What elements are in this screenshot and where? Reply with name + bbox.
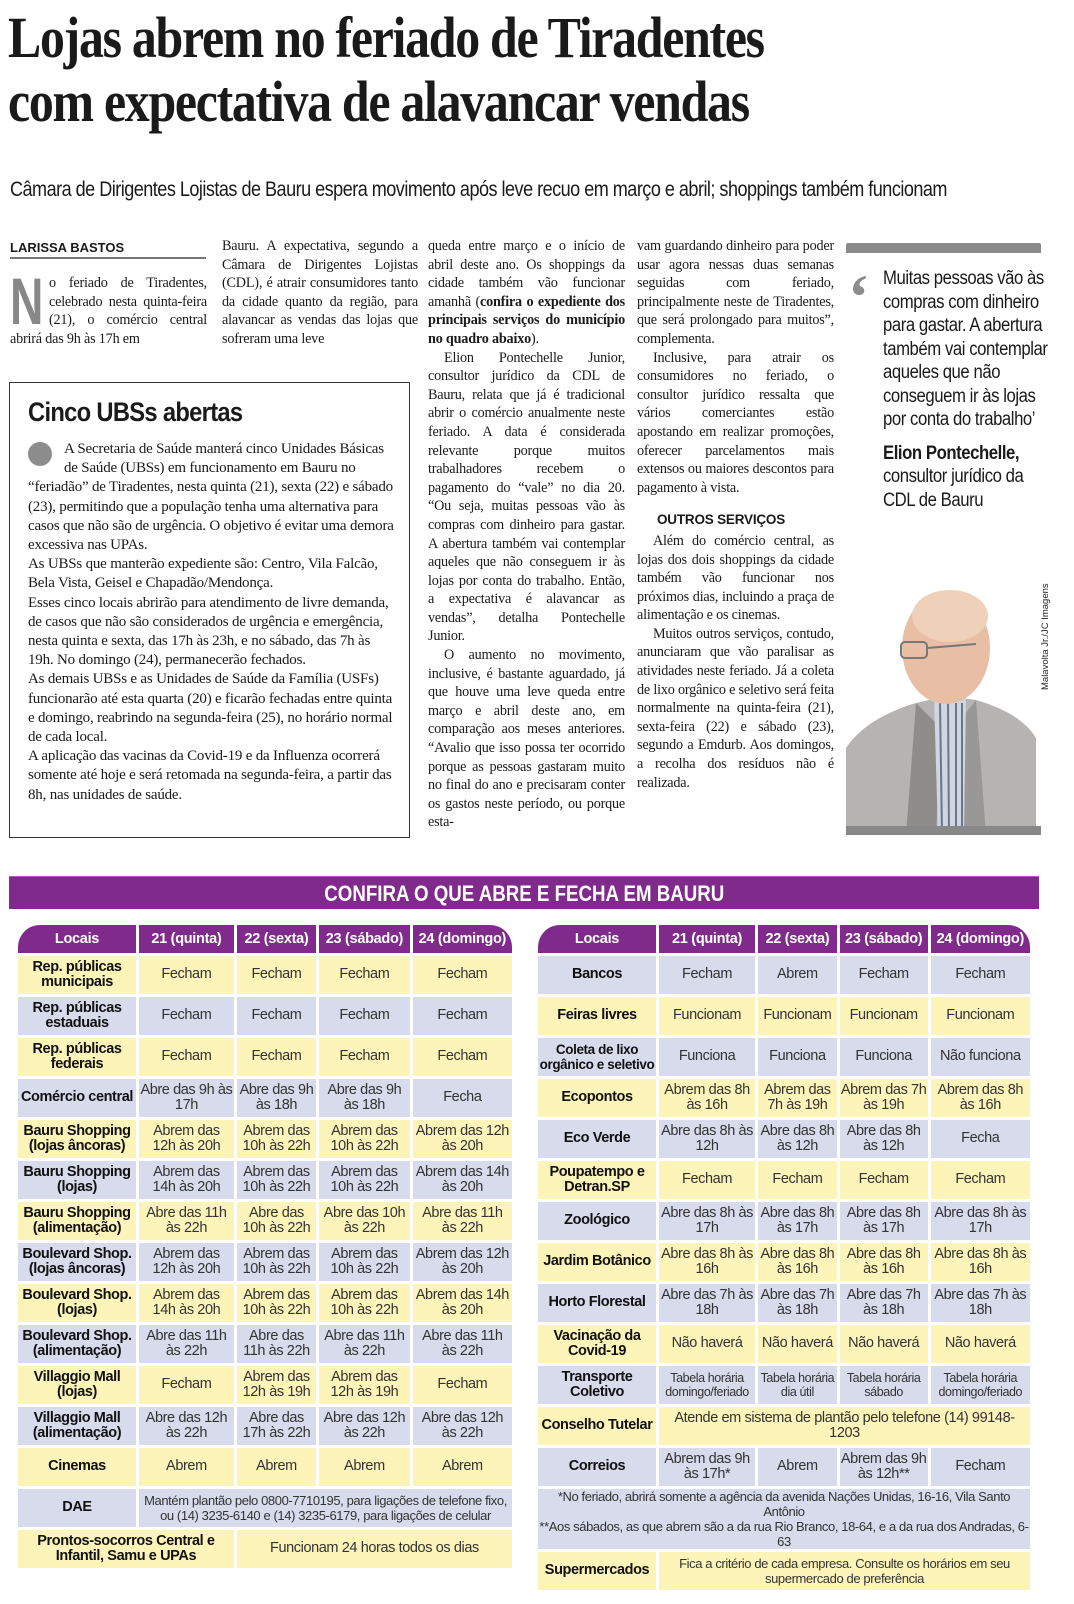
- headline: [8, 6, 1070, 134]
- table-cell: Fecham: [319, 997, 410, 1035]
- table-cell: Abrem das 8h às 16h: [659, 1079, 755, 1117]
- table-cell: Tabela horária domingo/feriado: [659, 1366, 755, 1404]
- table-cell: Abrem: [319, 1448, 410, 1486]
- table-cell: Abre das 9h às 18h: [319, 1079, 410, 1117]
- quote-role: consultor jurídico da CDL de Bauru: [883, 466, 1024, 511]
- quote-name: Elion Pontechelle,: [883, 442, 1020, 464]
- table-cell: Não haverá: [659, 1325, 755, 1363]
- table-cell: Abre das 11h às 22h: [237, 1325, 316, 1363]
- table-cell: Abrem: [139, 1448, 234, 1486]
- table-cell: Tabela horária domingo/feriado: [931, 1366, 1030, 1404]
- table-cell: Abre das 8h às 12h: [840, 1120, 928, 1158]
- sidebar-paragraph: A Secretaria de Saúde manterá cinco Unidades Básicas de Saúde (UBSs) em funcionamento em Bauru no “feriadão” de Tiradentes, nesta quinta (21), sexta (22) e sábado (23), permitindo que a população tenha uma alternativa para casos que não são de urgência. O objetivo é evitar uma demora excessiva nas UPAs.: [28, 441, 394, 554]
- table-row-dae: [18, 1489, 512, 1527]
- table-cell: Abrem das 10h às 22h: [319, 1120, 410, 1158]
- table-cell: Abre das 8h às 12h: [659, 1120, 755, 1158]
- table-cell: Abre das 9h às 18h: [237, 1079, 316, 1117]
- table-cell: Abre das 7h às 18h: [758, 1284, 837, 1322]
- table-row: [18, 1448, 512, 1486]
- photo-credit: Malavolta Jr./JC Imagens: [1040, 583, 1051, 690]
- row-label: Rep. públicas federais: [18, 1038, 136, 1076]
- table-cell: Funciona: [840, 1038, 928, 1076]
- column-header: 23 (sábado): [319, 925, 410, 953]
- table-header-row: [538, 925, 1030, 953]
- table-cell: Abrem das 10h às 22h: [237, 1243, 316, 1281]
- column-header: 21 (quinta): [139, 925, 234, 953]
- row-label: Feiras livres: [538, 997, 656, 1035]
- table-cell: Abre das 8h às 17h: [931, 1202, 1030, 1240]
- table-cell: Abrem: [413, 1448, 512, 1486]
- table-cell: Fecham: [139, 997, 234, 1035]
- table-cell: Fecham: [413, 956, 512, 994]
- table-cell: Fecha: [931, 1120, 1030, 1158]
- table-cell: Abrem das 9h às 12h**: [840, 1448, 928, 1486]
- sidebar-paragraph: As demais UBSs e as Unidades de Saúde da Família (USFs) funcionarão até esta quarta (20) e ficarão fechadas entre quinta e domingo, reabrindo na segunda-feira (25), no horário normal de cada local.: [28, 671, 393, 746]
- table-cell: Fecham: [931, 1448, 1030, 1486]
- table-cell: Abrem das 7h às 19h: [758, 1079, 837, 1117]
- row-label: Horto Florestal: [538, 1284, 656, 1322]
- article-paragraph: Bauru. A expectativa, segundo a Câmara de Dirigentes Lojistas (CDL), é atrair consumidores tanto da cidade quanto da região, para alavancar as vendas das lojas que sofreram uma leve: [222, 238, 418, 347]
- row-label: Conselho Tutelar: [538, 1407, 656, 1445]
- table-row: [538, 1202, 1030, 1240]
- table-cell: Abrem das 10h às 22h: [319, 1161, 410, 1199]
- table-cell: Não haverá: [758, 1325, 837, 1363]
- table-row-footnotes: [538, 1489, 1030, 1549]
- table-row: [538, 956, 1030, 994]
- table-cell: Fecham: [237, 1038, 316, 1076]
- column-header: Locais: [18, 925, 136, 953]
- row-label: Bancos: [538, 956, 656, 994]
- table-cell: Abre das 10h às 22h: [319, 1202, 410, 1240]
- table-cell: Funciona: [758, 1038, 837, 1076]
- table-cell: Abrem das 14h às 20h: [139, 1161, 234, 1199]
- table-cell: Abre das 11h às 22h: [413, 1202, 512, 1240]
- row-label: Villaggio Mall (lojas): [18, 1366, 136, 1404]
- row-label: Poupatempo e Detran.SP: [538, 1161, 656, 1199]
- table-cell: Abrem das 10h às 22h: [237, 1161, 316, 1199]
- table-cell: Funcionam: [659, 997, 755, 1035]
- table-cell: Abrem das 12h às 20h: [139, 1120, 234, 1158]
- table-cell: Abre das 8h às 12h: [758, 1120, 837, 1158]
- table-cell: Abre das 8h às 17h: [758, 1202, 837, 1240]
- table-row: [538, 1038, 1030, 1076]
- table-cell: Abre das 11h às 22h: [413, 1325, 512, 1363]
- row-label: Transporte Coletivo: [538, 1366, 656, 1404]
- row-label: Zoológico: [538, 1202, 656, 1240]
- table-row: [18, 1038, 512, 1076]
- table-row: [18, 1366, 512, 1404]
- table-cell: Fecham: [319, 1038, 410, 1076]
- sidebar-title: Cinco UBSs abertas: [28, 397, 243, 427]
- table-row-supermercados: [538, 1552, 1030, 1590]
- quote-mark-icon: ‘: [848, 261, 870, 332]
- table-cell: Funciona: [659, 1038, 755, 1076]
- footnote: **Aos sábados, as que abrem são a da rua Rio Branco, 18-64, e a da rua dos Andradas, 6-63: [539, 1519, 1029, 1549]
- table-cell: Abre das 8h às 16h: [931, 1243, 1030, 1281]
- footnote: *No feriado, abrirá somente a agência da avenida Nações Unidas, 16-16, Vila Santo Antônio: [557, 1489, 1011, 1519]
- row-label: Jardim Botânico: [538, 1243, 656, 1281]
- table-cell: Abrem das 10h às 22h: [237, 1284, 316, 1322]
- table-cell: Abrem das 12h às 20h: [413, 1243, 512, 1281]
- table-row: [18, 956, 512, 994]
- article-paragraph: [428, 237, 625, 349]
- article-paragraph: Elion Pontechelle Junior, consultor jurídico da CDL de Bauru, relata que já é tradicional abrir o comércio anualmente neste feriado. A data é considerada relevante porque muitos trabalhadores recebem o pagamento do “vale” no dia 20. “Ou seja, muitas pessoas vão às compras com dinheiro para gastar. A abertura também vai contemplar aqueles que não conseguem ir às lojas por conta do trabalho. Então, a expectativa é alavancar as vendas”, detalha Pontechelle Junior.: [428, 349, 625, 645]
- table-cell: Abre das 10h às 22h: [237, 1202, 316, 1240]
- table-cell: Fecham: [237, 997, 316, 1035]
- column-header: 22 (sexta): [237, 925, 316, 953]
- table-cell: Fecham: [413, 997, 512, 1035]
- row-label: Supermercados: [538, 1552, 656, 1590]
- table-header-row: [18, 925, 512, 953]
- schedule-title: CONFIRA O QUE ABRE E FECHA EM BAURU: [324, 881, 724, 906]
- row-label: Rep. públicas estaduais: [18, 997, 136, 1035]
- table-cell: Fecham: [413, 1366, 512, 1404]
- table-cell: Abre das 8h às 17h: [659, 1202, 755, 1240]
- column-header: 24 (domingo): [413, 925, 512, 953]
- article-column-2: [222, 237, 418, 349]
- table-cell: Abre das 12h às 22h: [319, 1407, 410, 1445]
- table-cell: Abre das 12h às 22h: [139, 1407, 234, 1445]
- row-label: Boulevard Shop. (alimentação): [18, 1325, 136, 1363]
- article-column-4: [637, 237, 834, 792]
- dropcap: N: [10, 264, 44, 338]
- table-cell: Abrem das 12h às 19h: [237, 1366, 316, 1404]
- table-cell: Abre das 11h às 22h: [319, 1325, 410, 1363]
- article-paragraph: Muitos outros serviços, contudo, anunciaram que vão paralisar as atividades neste feriado. Já a coleta de lixo orgânico e seletivo será feita normalmente na quinta-feira (21), sexta-feira (22) e sábado (23), segundo a Emdurb. Aos domingos, a recolha dos resíduos não é realizada.: [637, 625, 834, 791]
- table-cell: Abrem das 14h às 20h: [413, 1161, 512, 1199]
- table-cell: Abre das 7h às 18h: [840, 1284, 928, 1322]
- table-row: [18, 1407, 512, 1445]
- row-label: Comércio central: [18, 1079, 136, 1117]
- schedule-table-left: [15, 922, 515, 1571]
- text-run-bold: confira o expediente dos principais serviços do município no quadro abaixo: [428, 293, 625, 347]
- sidebar-paragraph: As UBSs que manterão expediente são: Centro, Vila Falcão, Bela Vista, Geisel e Chapadão/Mendonça.: [28, 556, 378, 592]
- table-cell: Abrem das 7h às 19h: [840, 1079, 928, 1117]
- footnotes: [538, 1489, 1030, 1549]
- table-cell-merged: Mantém plantão pelo 0800-7710195, para ligações de telefone fixo, ou (14) 3235-6140 e (14) 3235-6179, para ligações de celular: [139, 1489, 512, 1527]
- table-cell: Abrem das 14h às 20h: [139, 1284, 234, 1322]
- sidebar-body: [28, 440, 395, 805]
- table-cell: Fecham: [931, 1161, 1030, 1199]
- table-cell: Abrem: [758, 956, 837, 994]
- table-cell: Funcionam: [758, 997, 837, 1035]
- article-column-3: [428, 237, 625, 832]
- row-label: Bauru Shopping (lojas): [18, 1161, 136, 1199]
- table-row: [538, 1243, 1030, 1281]
- portrait-photo: [846, 578, 1041, 835]
- table-row: [538, 1079, 1030, 1117]
- row-label: Bauru Shopping (alimentação): [18, 1202, 136, 1240]
- table-cell: Fecham: [319, 956, 410, 994]
- table-row: [538, 997, 1030, 1035]
- row-label: Cinemas: [18, 1448, 136, 1486]
- quote-bar: [846, 243, 1041, 253]
- table-cell: Fecham: [139, 1366, 234, 1404]
- table-row: [18, 1120, 512, 1158]
- table-cell: Abre das 8h às 16h: [840, 1243, 928, 1281]
- table-cell: Não haverá: [840, 1325, 928, 1363]
- table-row: [538, 1161, 1030, 1199]
- schedule-table-right: [535, 922, 1033, 1593]
- table-cell: Não funciona: [931, 1038, 1030, 1076]
- table-row: [18, 997, 512, 1035]
- row-label: Boulevard Shop. (lojas): [18, 1284, 136, 1322]
- table-row: [18, 1079, 512, 1117]
- table-cell: Abrem das 10h às 22h: [237, 1120, 316, 1158]
- column-header: 23 (sábado): [840, 925, 928, 953]
- column-header: Locais: [538, 925, 656, 953]
- table-row: [18, 1243, 512, 1281]
- row-label: Vacinação da Covid-19: [538, 1325, 656, 1363]
- headline-line-2: com expectativa de alavancar vendas: [8, 69, 749, 134]
- column-header: 22 (sexta): [758, 925, 837, 953]
- table-cell: Funcionam: [931, 997, 1030, 1035]
- quote-attribution: [883, 442, 1059, 513]
- subheadline: Câmara de Dirigentes Lojistas de Bauru espera movimento após leve recuo em março e abril; shoppings também funcionam: [10, 178, 947, 201]
- table-cell: Abrem: [758, 1448, 837, 1486]
- table-cell: Abre das 9h às 17h: [139, 1079, 234, 1117]
- table-row: [18, 1284, 512, 1322]
- row-label: Ecopontos: [538, 1079, 656, 1117]
- table-cell: Abre das 17h às 22h: [237, 1407, 316, 1445]
- table-row-correios: [538, 1448, 1030, 1486]
- table-row-conselho: [538, 1407, 1030, 1445]
- table-cell: Abrem das 10h às 22h: [319, 1284, 410, 1322]
- section-heading: OUTROS SERVIÇOS: [657, 512, 786, 528]
- table-cell: Fecham: [139, 1038, 234, 1076]
- schedule-banner: [9, 876, 1039, 909]
- column-header: 24 (domingo): [931, 925, 1030, 953]
- table-cell: Fecham: [237, 956, 316, 994]
- table-cell-merged: Funcionam 24 horas todos os dias: [237, 1530, 512, 1568]
- sidebar-paragraph: Esses cinco locais abrirão para atendimento de livre demanda, de casos que não são considerados de urgência e emergência, nesta quinta e sexta, das 17h às 23h, e no sábado, das 7h às 19h. No domingo (24), permanecerão fechados.: [28, 594, 389, 669]
- table-row: [538, 1366, 1030, 1404]
- row-label: Bauru Shopping (lojas âncoras): [18, 1120, 136, 1158]
- table-cell: Tabela horária dia útil: [758, 1366, 837, 1404]
- row-label: Correios: [538, 1448, 656, 1486]
- row-label: Eco Verde: [538, 1120, 656, 1158]
- table-cell: Funcionam: [840, 997, 928, 1035]
- table-row: [18, 1202, 512, 1240]
- article-paragraph: O aumento no movimento, inclusive, é bastante aguardado, já que houve uma leve queda entre março e abril deste ano, em comparação aos meses anteriores. “Avalio que isso possa ter ocorrido porque as pessoas gastaram muito no final do ano e precisaram conter os gastos neste período, ou porque esta-: [428, 647, 625, 831]
- table-cell: Abrem das 12h às 20h: [139, 1243, 234, 1281]
- row-label: Coleta de lixo orgânico e seletivo: [538, 1038, 656, 1076]
- column-header: 21 (quinta): [659, 925, 755, 953]
- table-cell: Abre das 11h às 22h: [139, 1202, 234, 1240]
- row-label: Rep. públicas municipais: [18, 956, 136, 994]
- table-cell: Abre das 11h às 22h: [139, 1325, 234, 1363]
- table-cell: Fecham: [840, 1161, 928, 1199]
- row-label: Prontos-socorros Central e Infantil, Samu e UPAs: [18, 1530, 234, 1568]
- table-cell: Abrem das 8h às 16h: [931, 1079, 1030, 1117]
- table-cell: Abrem: [237, 1448, 316, 1486]
- table-row: [538, 1325, 1030, 1363]
- byline: LARISSA BASTOS: [10, 240, 206, 259]
- table-cell: Abre das 8h às 17h: [840, 1202, 928, 1240]
- table-cell-merged: Atende em sistema de plantão pelo telefone (14) 99148-1203: [659, 1407, 1030, 1445]
- table-cell: Fecham: [758, 1161, 837, 1199]
- table-cell: Tabela horária sábado: [840, 1366, 928, 1404]
- table-cell: Abre das 7h às 18h: [659, 1284, 755, 1322]
- article-paragraph: vam guardando dinheiro para poder usar agora nessas duas semanas seguidas com feriado, principalmente neste de Tiradentes, que será prolongado para muitos”, complementa.: [637, 238, 834, 347]
- table-cell: Abrem das 12h às 19h: [319, 1366, 410, 1404]
- table-row: [18, 1325, 512, 1363]
- table-cell: Abre das 7h às 18h: [931, 1284, 1030, 1322]
- portrait-image: [846, 578, 1041, 835]
- article-paragraph: Além do comércio central, as lojas dos dois shoppings da cidade também vão funcionar nos próximos dias, incluindo a praça de alimentação e os cinemas.: [637, 532, 834, 624]
- table-cell: Abrem das 10h às 22h: [319, 1243, 410, 1281]
- quote-text: Muitas pessoas vão às compras com dinheiro para gastar. A abertura também vai contemplar aqueles que não conseguem ir às lojas por conta do trabalho’: [883, 268, 1048, 430]
- table-cell: Não haverá: [931, 1325, 1030, 1363]
- table-cell: Abre das 12h às 22h: [413, 1407, 512, 1445]
- table-cell: Fecham: [840, 956, 928, 994]
- table-cell-merged: Fica a critério de cada empresa. Consulte os horários em seu supermercado de preferência: [659, 1552, 1030, 1590]
- article-paragraph: Inclusive, para atrair os consumidores no feriado, o consultor jurídico ressalta que vários comerciantes estão apostando em realizar promoções, oferecer parcelamentos mais extensos ou maiores descontos para pagamento à vista.: [637, 349, 834, 496]
- table-row: [538, 1284, 1030, 1322]
- table-cell: Fecham: [659, 1161, 755, 1199]
- table-cell: Abre das 8h às 16h: [659, 1243, 755, 1281]
- table-row-prontos-socorros: [18, 1530, 512, 1568]
- table-cell: Fecha: [413, 1079, 512, 1117]
- table-cell: Fecham: [659, 956, 755, 994]
- table-cell: Abre das 8h às 16h: [758, 1243, 837, 1281]
- table-cell: Fecham: [139, 956, 234, 994]
- table-cell: Abrem das 12h às 20h: [413, 1120, 512, 1158]
- row-label: Villaggio Mall (alimentação): [18, 1407, 136, 1445]
- table-row: [18, 1161, 512, 1199]
- article-column-1: [10, 264, 207, 348]
- table-cell: Fecham: [931, 956, 1030, 994]
- row-label: Boulevard Shop. (lojas âncoras): [18, 1243, 136, 1281]
- row-label: DAE: [18, 1489, 136, 1527]
- table-cell: Abrem das 14h às 20h: [413, 1284, 512, 1322]
- table-row: [538, 1120, 1030, 1158]
- table-cell: Fecham: [413, 1038, 512, 1076]
- text-run: ).: [531, 330, 539, 347]
- sidebar-box-ubs: [9, 382, 410, 838]
- sidebar-paragraph: A aplicação das vacinas da Covid-19 e da Influenza ocorrerá somente até hoje e será retomada na segunda-feira, a partir das 8h, nas unidades de saúde.: [28, 748, 392, 803]
- text-run: queda entre março e o início de abril deste ano. Os shoppings da cidade também vão funcionar amanhã (: [428, 238, 625, 310]
- table-cell: Abrem das 9h às 17h*: [659, 1448, 755, 1486]
- headline-line-1: Lojas abrem no feriado de Tiradentes: [8, 5, 764, 70]
- bullet-icon: [28, 442, 52, 466]
- article-paragraph: o feriado de Tiradentes, celebrado nesta quinta-feira (21), o comércio central abrirá das 9h às 17h em: [10, 275, 207, 347]
